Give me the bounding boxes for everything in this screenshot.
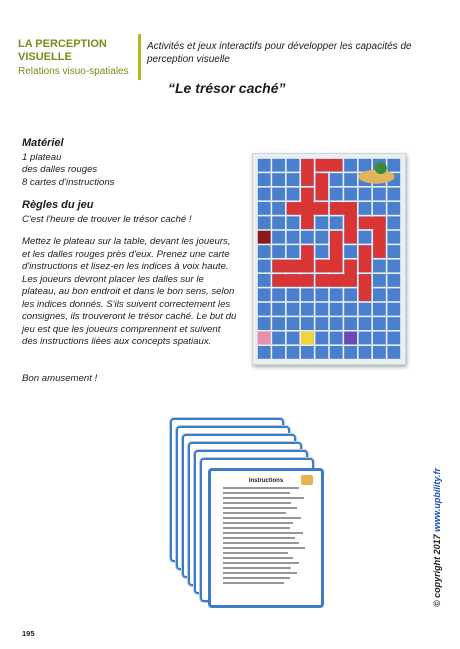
- regles-body: Mettez le plateau sur la table, devant les joueurs, et les dalles rouges près d'eux. Prenez une carte d'instructions et lisez-en les indices à voix haute. Les joueurs devront placer les dalles sur le plateau, au bon endroit et dans le bon sens, selon les indices donnés. S'ils suivent correctement les consignes, ils trouveront le trésor caché. Le but du jeu est que les joueurs comprennent et suivent des instructions liées aux concepts spatiaux.: [22, 236, 237, 347]
- copyright-text: © copyright 2017: [432, 531, 442, 607]
- section-header: [18, 38, 136, 78]
- card-text-lines: [217, 487, 315, 584]
- game-board-image: [252, 153, 406, 365]
- header-divider: [138, 34, 141, 80]
- copyright-notice: [432, 468, 442, 607]
- materiel-heading: Matériel: [22, 137, 64, 149]
- game-title: “Le trésor caché”: [168, 80, 286, 96]
- section-title-line2: VISUELLE: [18, 51, 72, 63]
- materiel-item: des dalles rouges: [22, 164, 98, 175]
- materiel-item: 1 plateau: [22, 151, 62, 163]
- scroll-icon: [301, 475, 313, 485]
- section-title-line1: LA PERCEPTION: [18, 38, 107, 50]
- materiel-item: 8 cartes d'instructions: [22, 176, 115, 188]
- card-title: Instructions: [248, 478, 284, 484]
- instruction-card: [208, 468, 324, 608]
- board-grid: [257, 158, 401, 360]
- instruction-cards-image: [170, 418, 330, 608]
- section-subtitle: Relations visuo-spatiales: [18, 66, 129, 77]
- header-description: Activités et jeux interactifs pour développer les capacités de perception visuelle: [147, 41, 412, 65]
- page-number: 195: [22, 629, 35, 638]
- closing-text: Bon amusement !: [22, 372, 98, 384]
- instructions-column: [22, 137, 237, 385]
- copyright-site: www.upbility.fr: [432, 468, 442, 532]
- regles-heading: Règles du jeu: [22, 199, 94, 211]
- regles-intro: C'est l'heure de trouver le trésor caché !: [22, 213, 192, 225]
